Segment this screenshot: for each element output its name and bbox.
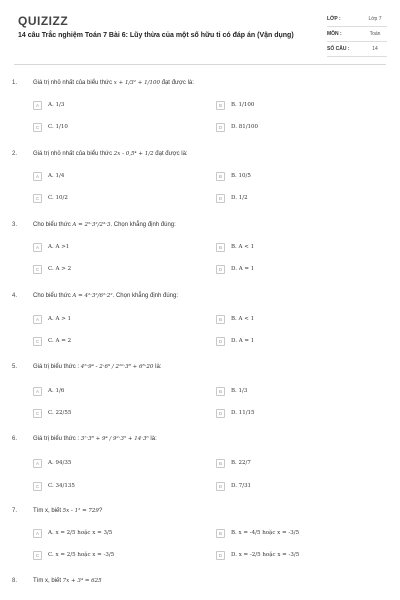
meta-row-subject bbox=[327, 27, 387, 42]
meta-label: MÔN : bbox=[327, 31, 342, 37]
option-c[interactable] bbox=[33, 264, 71, 274]
option-letter-box: A bbox=[33, 387, 42, 396]
option-text: D. A = 1 bbox=[231, 338, 255, 344]
option-d[interactable] bbox=[216, 122, 258, 132]
option-d[interactable] bbox=[216, 193, 248, 203]
option-letter-box: D bbox=[216, 265, 225, 274]
option-text: B. x = -4/5 hoặc x = -3/5 bbox=[231, 530, 300, 536]
option-letter-box: D bbox=[216, 123, 225, 132]
option-letter-box: B bbox=[216, 387, 225, 396]
math-expression: 4⁵·9⁴ - 2·6⁹ / 2¹⁰·3⁸ + 6⁸·20 bbox=[80, 364, 154, 370]
question-number: 8. bbox=[12, 578, 18, 584]
question-text: Giá trị nhỏ nhất của biểu thức 2x - 0,5⁴ + 1/2 đạt được là: bbox=[33, 151, 188, 157]
meta-value: 14 bbox=[372, 46, 378, 52]
question-text: Cho biểu thức A = 4²·3²/6²·2². Chọn khẳng định đúng: bbox=[33, 293, 179, 299]
math-expression: 5x - 1² = 729 bbox=[62, 508, 99, 514]
option-letter-box: C bbox=[33, 337, 42, 346]
option-letter-box: D bbox=[216, 409, 225, 418]
option-c[interactable] bbox=[33, 408, 71, 418]
option-letter-box: B bbox=[216, 459, 225, 468]
option-letter-box: D bbox=[216, 194, 225, 203]
document-title: 14 câu Trắc nghiệm Toán 7 Bài 6: Lũy thừa của một số hữu tỉ có đáp án (Vận dụng) bbox=[18, 32, 294, 39]
option-a[interactable] bbox=[33, 458, 71, 468]
option-letter-box: B bbox=[216, 529, 225, 538]
option-letter-box: C bbox=[33, 265, 42, 274]
option-text: C. A = 2 bbox=[48, 338, 72, 344]
option-text: A. 1/3 bbox=[48, 102, 65, 108]
option-a[interactable] bbox=[33, 528, 112, 538]
math-expression: 2x - 0,5⁴ + 1/2 bbox=[113, 151, 154, 157]
option-letter-box: C bbox=[33, 551, 42, 560]
option-letter-box: D bbox=[216, 337, 225, 346]
option-letter-box: B bbox=[216, 101, 225, 110]
option-text: D. 1/2 bbox=[231, 195, 248, 201]
option-letter-box: A bbox=[33, 101, 42, 110]
option-b[interactable] bbox=[216, 314, 254, 324]
option-text: D. A = 1 bbox=[231, 266, 255, 272]
question-text: Tìm x, biết 5x - 1² = 729? bbox=[33, 508, 103, 514]
meta-row-class bbox=[327, 12, 387, 27]
option-a[interactable] bbox=[33, 100, 64, 110]
option-text: D. 11/15 bbox=[231, 410, 255, 416]
option-text: C. 1/10 bbox=[48, 124, 68, 130]
option-text: D. 81/100 bbox=[231, 124, 259, 130]
option-text: C. 10/2 bbox=[48, 195, 68, 201]
document-header bbox=[0, 0, 400, 64]
option-b[interactable] bbox=[216, 386, 247, 396]
option-letter-box: A bbox=[33, 172, 42, 181]
question-text: Giá trị biểu thức : 4⁵·9⁴ - 2·6⁹ / 2¹⁰·3⁸ + 6⁸·20 là: bbox=[33, 364, 162, 370]
question-number: 4. bbox=[12, 293, 18, 299]
option-a[interactable] bbox=[33, 314, 71, 324]
option-text: A. x = 2/5 hoặc x = 3/5 bbox=[48, 530, 113, 536]
option-letter-box: B bbox=[216, 243, 225, 252]
option-letter-box: C bbox=[33, 123, 42, 132]
option-d[interactable] bbox=[216, 408, 255, 418]
option-text: B. 10/5 bbox=[231, 173, 251, 179]
option-text: D. x = -2/5 hoặc x = -3/5 bbox=[231, 552, 300, 558]
option-text: A. A > 1 bbox=[48, 316, 72, 322]
option-b[interactable] bbox=[216, 100, 254, 110]
option-d[interactable] bbox=[216, 336, 254, 346]
option-c[interactable] bbox=[33, 122, 68, 132]
option-text: A. A >1 bbox=[48, 244, 70, 250]
question-number: 3. bbox=[12, 222, 18, 228]
option-text: C. A > 2 bbox=[48, 266, 72, 272]
option-text: D. 7/31 bbox=[231, 483, 252, 489]
question-text: Tìm x, biết 7x + 3⁴ = 625 bbox=[33, 578, 102, 584]
option-text: B. 1/100 bbox=[231, 102, 255, 108]
option-letter-box: C bbox=[33, 194, 42, 203]
option-c[interactable] bbox=[33, 336, 71, 346]
option-text: A. 94/35 bbox=[48, 460, 72, 466]
math-expression: x + 1/3² + 1/100 bbox=[113, 80, 160, 86]
option-text: B. 22/7 bbox=[231, 460, 251, 466]
meta-value: Toán bbox=[369, 31, 381, 37]
option-text: C. x = 2/5 hoặc x = -3/5 bbox=[48, 552, 115, 558]
option-text: A. 1/4 bbox=[48, 173, 65, 179]
question-text: Giá trị biểu thức : 3⁷·3⁸ + 9⁴ / 9²·3⁵ + 14·3⁶ là: bbox=[33, 436, 157, 442]
option-a[interactable] bbox=[33, 386, 64, 396]
meta-value: Lớp 7 bbox=[368, 16, 382, 22]
meta-row-question-count bbox=[327, 42, 387, 57]
option-text: A. 1/6 bbox=[48, 388, 65, 394]
option-b[interactable] bbox=[216, 528, 299, 538]
option-text: B. A < 1 bbox=[231, 316, 255, 322]
option-a[interactable] bbox=[33, 171, 64, 181]
option-c[interactable] bbox=[33, 481, 75, 491]
option-letter-box: C bbox=[33, 482, 42, 491]
math-expression: A = 2⁵·3²/2³·3 bbox=[72, 222, 111, 228]
option-text: B. A < 1 bbox=[231, 244, 255, 250]
option-text: C. 22/55 bbox=[48, 410, 72, 416]
option-d[interactable] bbox=[216, 550, 299, 560]
option-letter-box: A bbox=[33, 459, 42, 468]
option-text: C. 34/135 bbox=[48, 483, 75, 489]
meta-label: SỐ CÂU : bbox=[327, 46, 350, 52]
option-a[interactable] bbox=[33, 242, 69, 252]
meta-info-box bbox=[327, 12, 387, 57]
option-letter-box: A bbox=[33, 243, 42, 252]
question-number: 6. bbox=[12, 436, 18, 442]
option-letter-box: B bbox=[216, 172, 225, 181]
question-number: 7. bbox=[12, 508, 18, 514]
option-text: B. 1/3 bbox=[231, 388, 248, 394]
question-text: Giá trị nhỏ nhất của biểu thức x + 1/3² + 1/100 đạt được là: bbox=[33, 80, 194, 86]
option-letter-box: D bbox=[216, 551, 225, 560]
option-d[interactable] bbox=[216, 264, 254, 274]
question-text: Cho biểu thức A = 2⁵·3²/2³·3. Chọn khẳng định đúng: bbox=[33, 222, 176, 228]
option-letter-box: D bbox=[216, 482, 225, 491]
option-c[interactable] bbox=[33, 193, 68, 203]
quizizz-logo: QUIZIZZ bbox=[18, 14, 69, 28]
question-number: 1. bbox=[12, 80, 18, 86]
option-letter-box: C bbox=[33, 409, 42, 418]
meta-label: LỚP : bbox=[327, 16, 341, 22]
option-d[interactable] bbox=[216, 481, 251, 491]
option-b[interactable] bbox=[216, 171, 251, 181]
option-letter-box: A bbox=[33, 529, 42, 538]
option-b[interactable] bbox=[216, 242, 254, 252]
question-number: 5. bbox=[12, 364, 18, 370]
header-divider bbox=[14, 64, 386, 65]
option-letter-box: B bbox=[216, 315, 225, 324]
option-letter-box: A bbox=[33, 315, 42, 324]
option-b[interactable] bbox=[216, 458, 251, 468]
math-expression: A = 4²·3²/6²·2² bbox=[72, 293, 113, 299]
question-number: 2. bbox=[12, 151, 18, 157]
math-expression: 7x + 3⁴ = 625 bbox=[62, 578, 102, 584]
math-expression: 3⁷·3⁸ + 9⁴ / 9²·3⁵ + 14·3⁶ bbox=[80, 436, 149, 442]
option-c[interactable] bbox=[33, 550, 114, 560]
